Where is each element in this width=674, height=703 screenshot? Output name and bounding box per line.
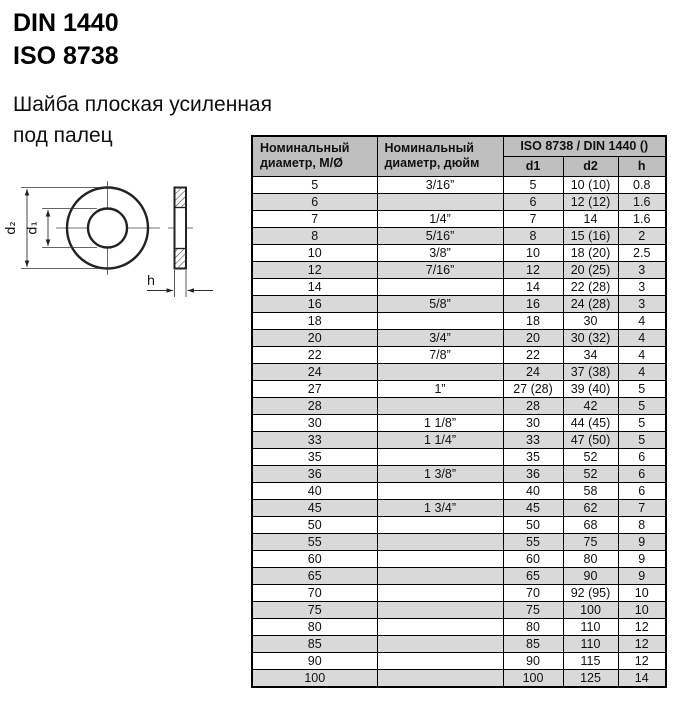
cell: 110: [563, 618, 618, 635]
col-header-h: h: [618, 156, 666, 176]
cell: 80: [563, 550, 618, 567]
cell: [377, 516, 503, 533]
cell: 6: [252, 193, 377, 210]
cell: 6: [618, 482, 666, 499]
cell: 2.5: [618, 244, 666, 261]
table-row: [252, 414, 666, 431]
table-row: [252, 448, 666, 465]
cell: 90: [252, 652, 377, 669]
cell: 10 (10): [563, 176, 618, 193]
cell: 110: [563, 635, 618, 652]
table-row: [252, 550, 666, 567]
cell: [377, 397, 503, 414]
cell: 5/16”: [377, 227, 503, 244]
cell: 14: [503, 278, 563, 295]
cell: 7/16”: [377, 261, 503, 278]
cell: 1.6: [618, 210, 666, 227]
cell: 5: [618, 431, 666, 448]
cell: 12: [618, 635, 666, 652]
cell: 75: [563, 533, 618, 550]
cell: 18: [252, 312, 377, 329]
cell: 5/8”: [377, 295, 503, 312]
dimension-label-h: h: [146, 274, 156, 289]
table-row: [252, 329, 666, 346]
cell: 10: [618, 601, 666, 618]
col-header-standards-group: ISO 8738 / DIN 1440 (): [503, 136, 666, 156]
header-row-1: [252, 136, 666, 156]
cell: [377, 669, 503, 687]
cell: 20: [252, 329, 377, 346]
hatch-top: [175, 189, 186, 208]
cell: 1 1/4”: [377, 431, 503, 448]
table-row: [252, 346, 666, 363]
cell: 12: [618, 652, 666, 669]
table-row: [252, 584, 666, 601]
cell: 8: [252, 227, 377, 244]
cell: 16: [503, 295, 563, 312]
cell: 1 3/8”: [377, 465, 503, 482]
table-row: [252, 533, 666, 550]
col-header-d1: d1: [503, 156, 563, 176]
cell: 5: [618, 414, 666, 431]
col-header-nominal-inch: Номинальный диаметр, дюйм: [377, 136, 503, 176]
cell: 10: [618, 584, 666, 601]
cell: 7: [252, 210, 377, 227]
table-row: [252, 363, 666, 380]
cell: 0.8: [618, 176, 666, 193]
col-header-nominal-metric: Номинальный диаметр, М/Ø: [252, 136, 377, 176]
cell: 27 (28): [503, 380, 563, 397]
cell: 5: [252, 176, 377, 193]
cell: 44 (45): [563, 414, 618, 431]
product-name-line2: под палец: [13, 124, 113, 147]
cell: 40: [252, 482, 377, 499]
cell: 8: [503, 227, 563, 244]
hatch-bottom: [175, 249, 186, 269]
cell: [377, 652, 503, 669]
product-name: [13, 89, 272, 151]
table-row: [252, 380, 666, 397]
cell: 100: [252, 669, 377, 687]
cell: 33: [252, 431, 377, 448]
cell: 80: [252, 618, 377, 635]
table-row: [252, 278, 666, 295]
cell: 8: [618, 516, 666, 533]
cell: 125: [563, 669, 618, 687]
cell: [377, 584, 503, 601]
cell: 50: [503, 516, 563, 533]
cell: 3/8”: [377, 244, 503, 261]
cell: [377, 550, 503, 567]
table-row: [252, 567, 666, 584]
table-row: [252, 244, 666, 261]
cell: 60: [503, 550, 563, 567]
cell: 65: [252, 567, 377, 584]
dimension-label-d2: d₂: [4, 221, 19, 235]
washer-front-view: [4, 181, 160, 275]
standards-heading: [13, 7, 119, 73]
cell: 1/4”: [377, 210, 503, 227]
cell: [377, 193, 503, 210]
cell: 3/4”: [377, 329, 503, 346]
cell: [377, 278, 503, 295]
standard-iso: ISO 8738: [13, 42, 119, 70]
cell: 36: [503, 465, 563, 482]
cell: 7/8”: [377, 346, 503, 363]
table-row: [252, 210, 666, 227]
table-row: [252, 295, 666, 312]
cell: 115: [563, 652, 618, 669]
cell: 2: [618, 227, 666, 244]
table-row: [252, 176, 666, 193]
cell: 14: [563, 210, 618, 227]
cell: 9: [618, 533, 666, 550]
cell: [377, 482, 503, 499]
cell: 35: [503, 448, 563, 465]
cell: 3: [618, 278, 666, 295]
standard-din: DIN 1440: [13, 9, 119, 37]
table-row: [252, 227, 666, 244]
cell: 16: [252, 295, 377, 312]
cell: 18 (20): [563, 244, 618, 261]
cell: 75: [252, 601, 377, 618]
cell: 36: [252, 465, 377, 482]
dimension-label-d1: d₁: [25, 221, 41, 235]
cell: 1 3/4”: [377, 499, 503, 516]
cell: 5: [503, 176, 563, 193]
cell: 39 (40): [563, 380, 618, 397]
cell: 30: [252, 414, 377, 431]
cell: [377, 533, 503, 550]
cell: 3: [618, 261, 666, 278]
cell: 6: [503, 193, 563, 210]
cell: 62: [563, 499, 618, 516]
table-header: [252, 136, 666, 176]
cell: 10: [503, 244, 563, 261]
cell: 5: [618, 397, 666, 414]
inner-diameter-circle: [88, 209, 127, 248]
cell: 9: [618, 550, 666, 567]
cell: 47 (50): [563, 431, 618, 448]
cell: 65: [503, 567, 563, 584]
cell: 4: [618, 329, 666, 346]
cell: 45: [503, 499, 563, 516]
table-row: [252, 193, 666, 210]
cell: [377, 635, 503, 652]
cell: 37 (38): [563, 363, 618, 380]
cell: 1”: [377, 380, 503, 397]
table-row: [252, 261, 666, 278]
cell: 18: [503, 312, 563, 329]
cell: 24: [252, 363, 377, 380]
cell: 20: [503, 329, 563, 346]
cell: 30: [563, 312, 618, 329]
cell: [377, 448, 503, 465]
table-row: [252, 499, 666, 516]
table-row: [252, 601, 666, 618]
cell: 22: [252, 346, 377, 363]
table-row: [252, 635, 666, 652]
cell: 52: [563, 465, 618, 482]
cell: 60: [252, 550, 377, 567]
cell: 42: [563, 397, 618, 414]
cell: 70: [252, 584, 377, 601]
cell: 100: [563, 601, 618, 618]
cell: 92 (95): [563, 584, 618, 601]
cell: 1 1/8”: [377, 414, 503, 431]
cell: 35: [252, 448, 377, 465]
cell: [377, 312, 503, 329]
cell: 70: [503, 584, 563, 601]
cell: 12: [618, 618, 666, 635]
cell: [377, 601, 503, 618]
cell: 6: [618, 448, 666, 465]
table-row: [252, 669, 666, 687]
cell: 55: [503, 533, 563, 550]
product-name-line1: Шайба плоская усиленная: [13, 93, 272, 116]
cell: [377, 618, 503, 635]
cell: 68: [563, 516, 618, 533]
cell: [377, 363, 503, 380]
table-row: [252, 482, 666, 499]
cell: 6: [618, 465, 666, 482]
table-row: [252, 312, 666, 329]
cell: 90: [563, 567, 618, 584]
cell: 100: [503, 669, 563, 687]
cell: 80: [503, 618, 563, 635]
table-row: [252, 465, 666, 482]
cell: 10: [252, 244, 377, 261]
cell: 58: [563, 482, 618, 499]
cell: 12 (12): [563, 193, 618, 210]
cell: 9: [618, 567, 666, 584]
cell: 90: [503, 652, 563, 669]
dimensions-table: [251, 135, 667, 688]
cell: 85: [503, 635, 563, 652]
cell: 4: [618, 346, 666, 363]
cell: 12: [252, 261, 377, 278]
cell: 22: [503, 346, 563, 363]
cell: 15 (16): [563, 227, 618, 244]
washer-table-body: [252, 176, 666, 687]
cell: 28: [503, 397, 563, 414]
cell: [377, 567, 503, 584]
cell: 85: [252, 635, 377, 652]
cell: 28: [252, 397, 377, 414]
cell: 14: [618, 669, 666, 687]
cell: 40: [503, 482, 563, 499]
cell: 14: [252, 278, 377, 295]
cell: 27: [252, 380, 377, 397]
cell: 75: [503, 601, 563, 618]
cell: 4: [618, 312, 666, 329]
cell: 24: [503, 363, 563, 380]
cell: 55: [252, 533, 377, 550]
cell: 24 (28): [563, 295, 618, 312]
cell: 33: [503, 431, 563, 448]
washer-technical-drawing: [0, 178, 235, 308]
table-row: [252, 652, 666, 669]
cell: 3: [618, 295, 666, 312]
cell: 3/16”: [377, 176, 503, 193]
cell: 45: [252, 499, 377, 516]
table-row: [252, 431, 666, 448]
cell: 7: [503, 210, 563, 227]
cell: 22 (28): [563, 278, 618, 295]
col-header-d2: d2: [563, 156, 618, 176]
cell: 34: [563, 346, 618, 363]
cell: 4: [618, 363, 666, 380]
cell: 52: [563, 448, 618, 465]
cell: 20 (25): [563, 261, 618, 278]
washer-side-view: [147, 188, 213, 298]
cell: 30: [503, 414, 563, 431]
cell: 12: [503, 261, 563, 278]
table-row: [252, 618, 666, 635]
cell: 50: [252, 516, 377, 533]
table-row: [252, 397, 666, 414]
cell: 30 (32): [563, 329, 618, 346]
cell: 1.6: [618, 193, 666, 210]
table-row: [252, 516, 666, 533]
cell: 7: [618, 499, 666, 516]
cell: 5: [618, 380, 666, 397]
